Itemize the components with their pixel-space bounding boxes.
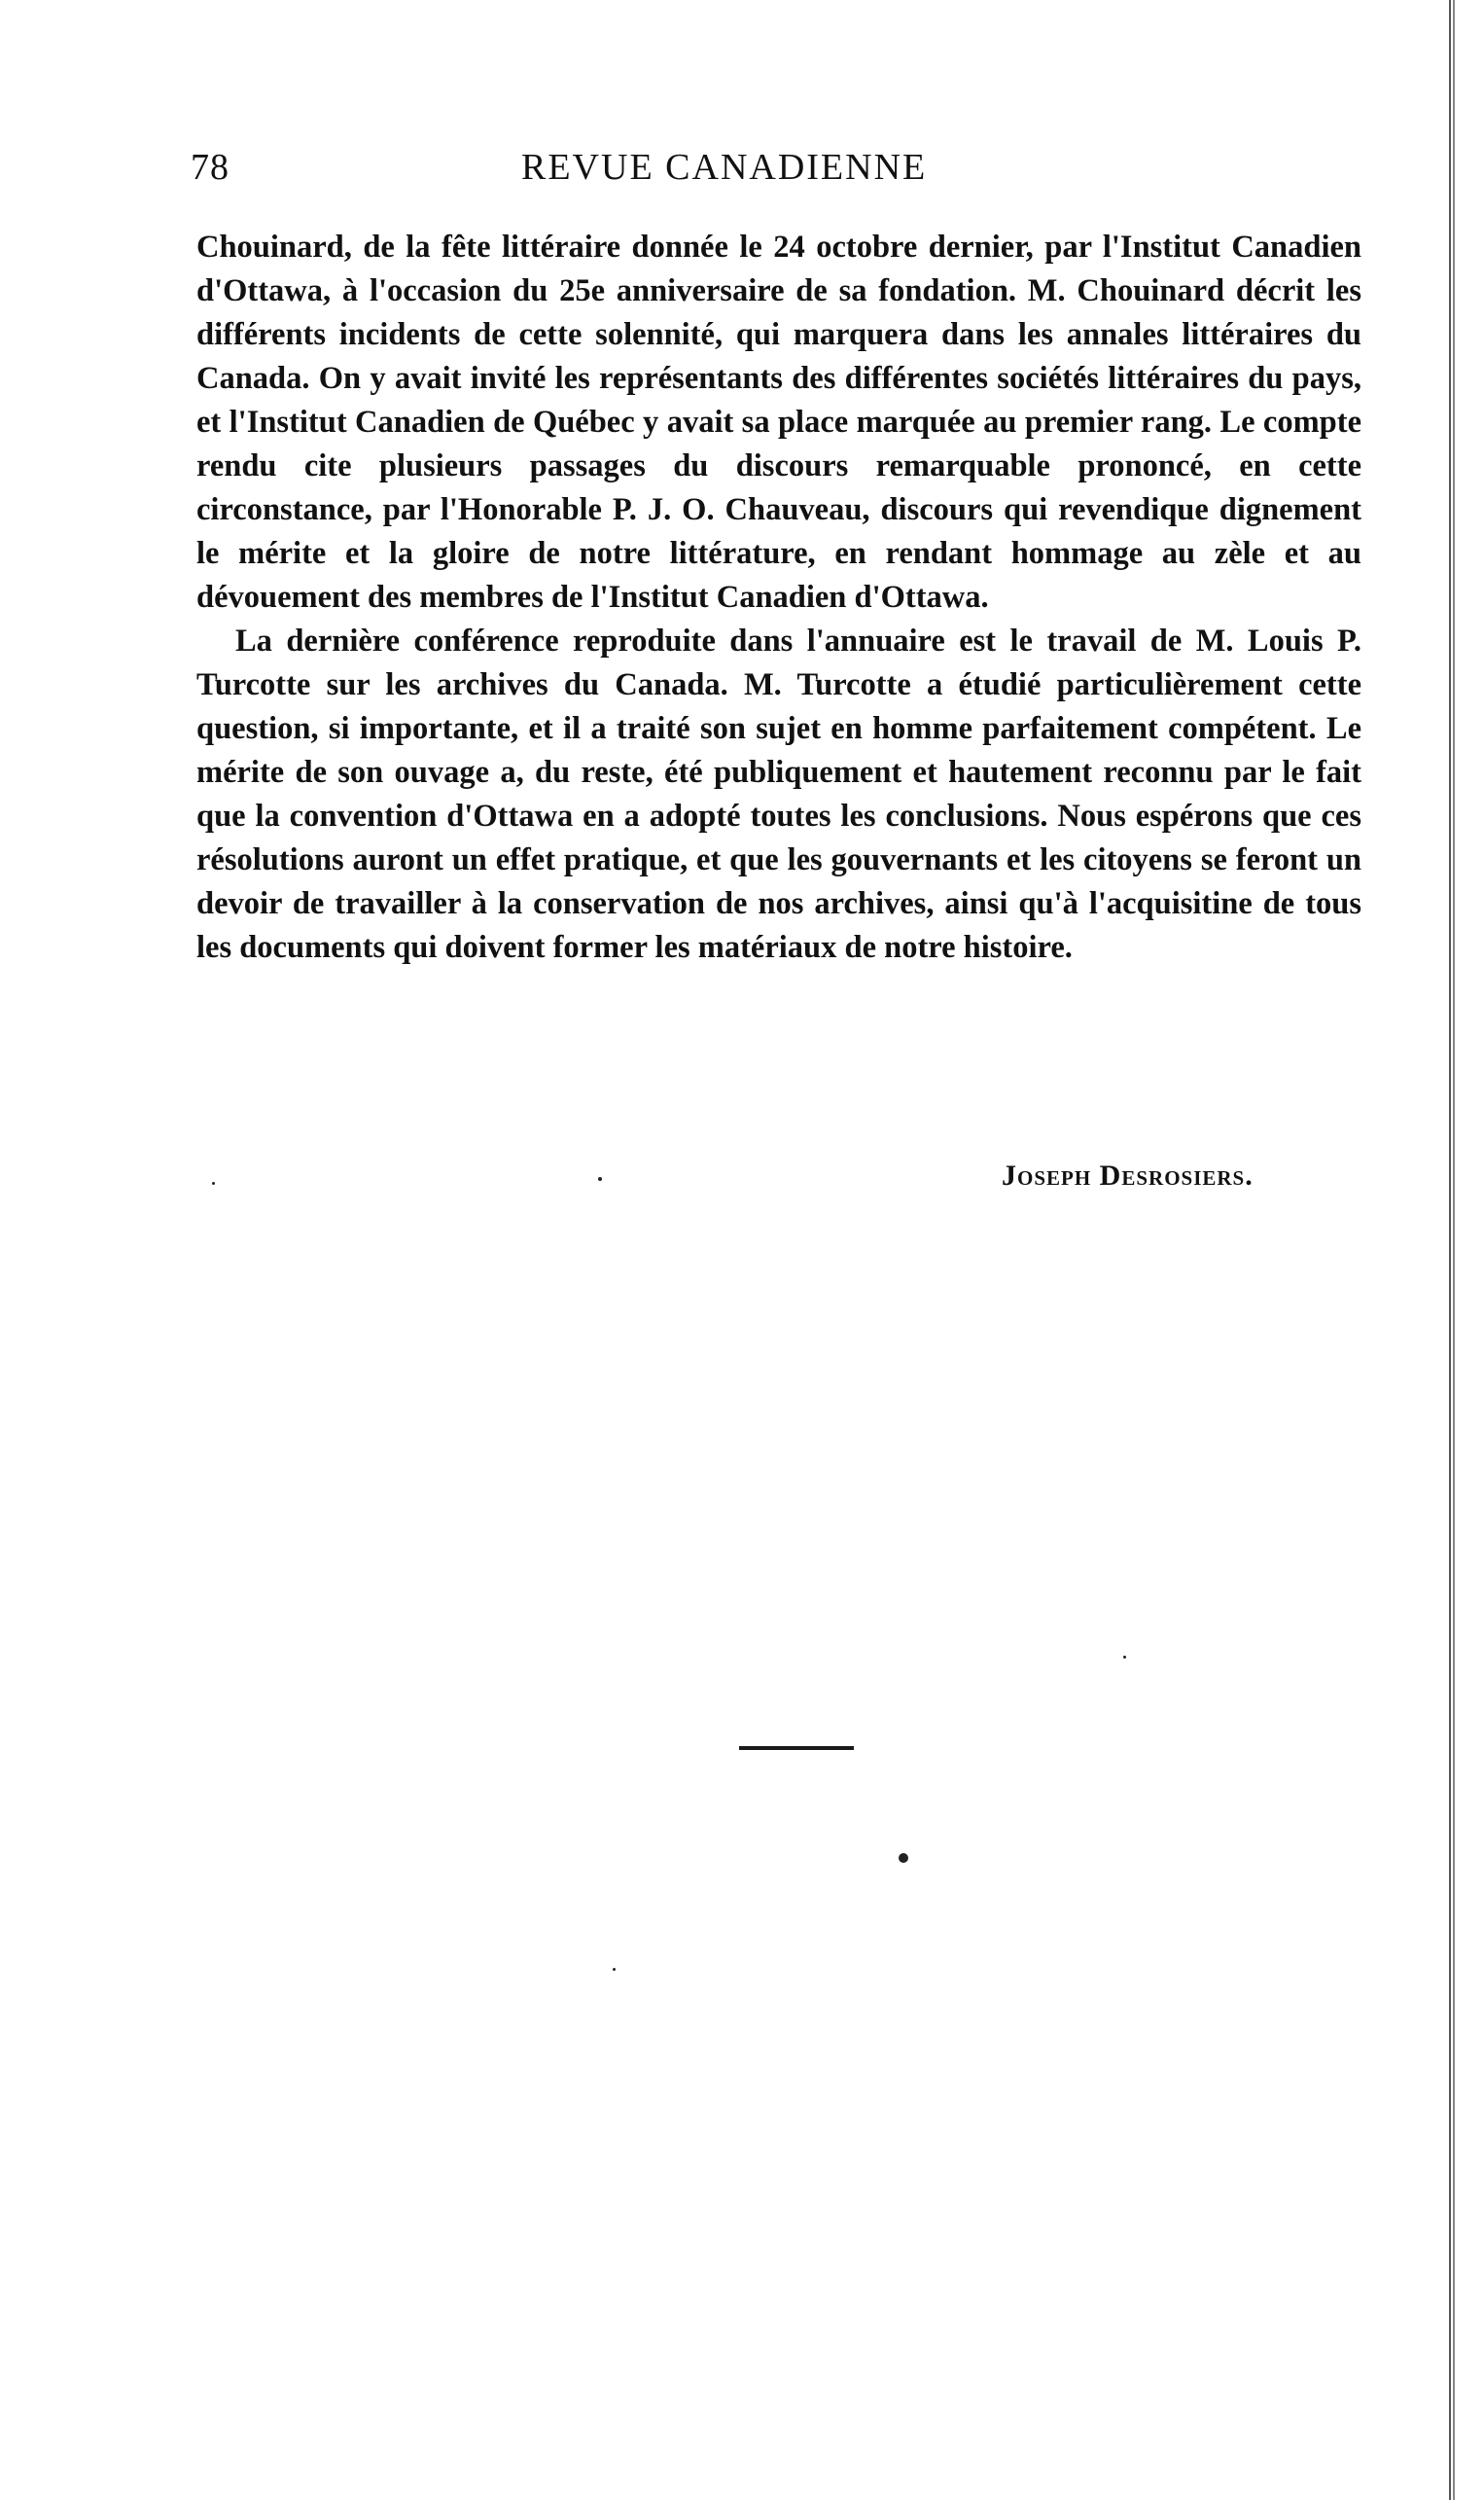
- ink-speck: [598, 1177, 602, 1181]
- section-divider-rule: [739, 1746, 854, 1750]
- article-body: [196, 226, 1361, 970]
- page-edge-border: [1443, 0, 1461, 2500]
- page-edge-line: [1453, 0, 1455, 2500]
- page-header: [191, 146, 1367, 204]
- page-number: 78: [191, 147, 230, 188]
- ink-speck: [1123, 1656, 1126, 1659]
- ink-speck: [613, 1968, 616, 1971]
- page-edge-line: [1449, 0, 1451, 2500]
- paragraph-1: Chouinard, de la fête littéraire donnée le 24 octobre dernier, par l'Institut Canadien d'Ottawa, à l'occasion du 25e anniversaire de sa fondation. M. Chouinard décrit les différents incidents de cette solennité, qui marquera dans les annales littéraires du Canada. On y avait invité les représentants des différentes sociétés littéraires du pays, et l'Institut Canadien de Québec y avait sa place marquée au premier rang. Le compte rendu cite plusieurs passages du discours remarquable prononcé, en cette circonstance, par l'Honorable P. J. O. Chauveau, discours qui revendique dignement le mérite et la gloire de notre littérature, en rendant hommage au zèle et au dévouement des membres de l'Institut Canadien d'Ottawa.: [196, 230, 1361, 615]
- ink-speck: [212, 1182, 215, 1185]
- running-title: REVUE CANADIENNE: [521, 147, 928, 188]
- author-signature: Joseph Desrosiers.: [1002, 1160, 1254, 1192]
- ink-speck: [899, 1853, 908, 1863]
- paragraph-2: La dernière conférence reproduite dans l'annuaire est le travail de M. Louis P. Turcotte sur les archives du Canada. M. Turcotte a étudié particulièrement cette question, si importante, et il a traité son sujet en homme parfaitement compétent. Le mérite de son ouvage a, du reste, été publiquement et hautement reconnu par le fait que la convention d'Ottawa en a adopté toutes les conclusions. Nous espérons que ces résolutions auront un effet pratique, et que les gouvernants et les citoyens se feront un devoir de travailler à la conservation de nos archives, ainsi qu'à l'acquisitine de tous les documents qui doivent former les matériaux de notre histoire.: [196, 624, 1361, 965]
